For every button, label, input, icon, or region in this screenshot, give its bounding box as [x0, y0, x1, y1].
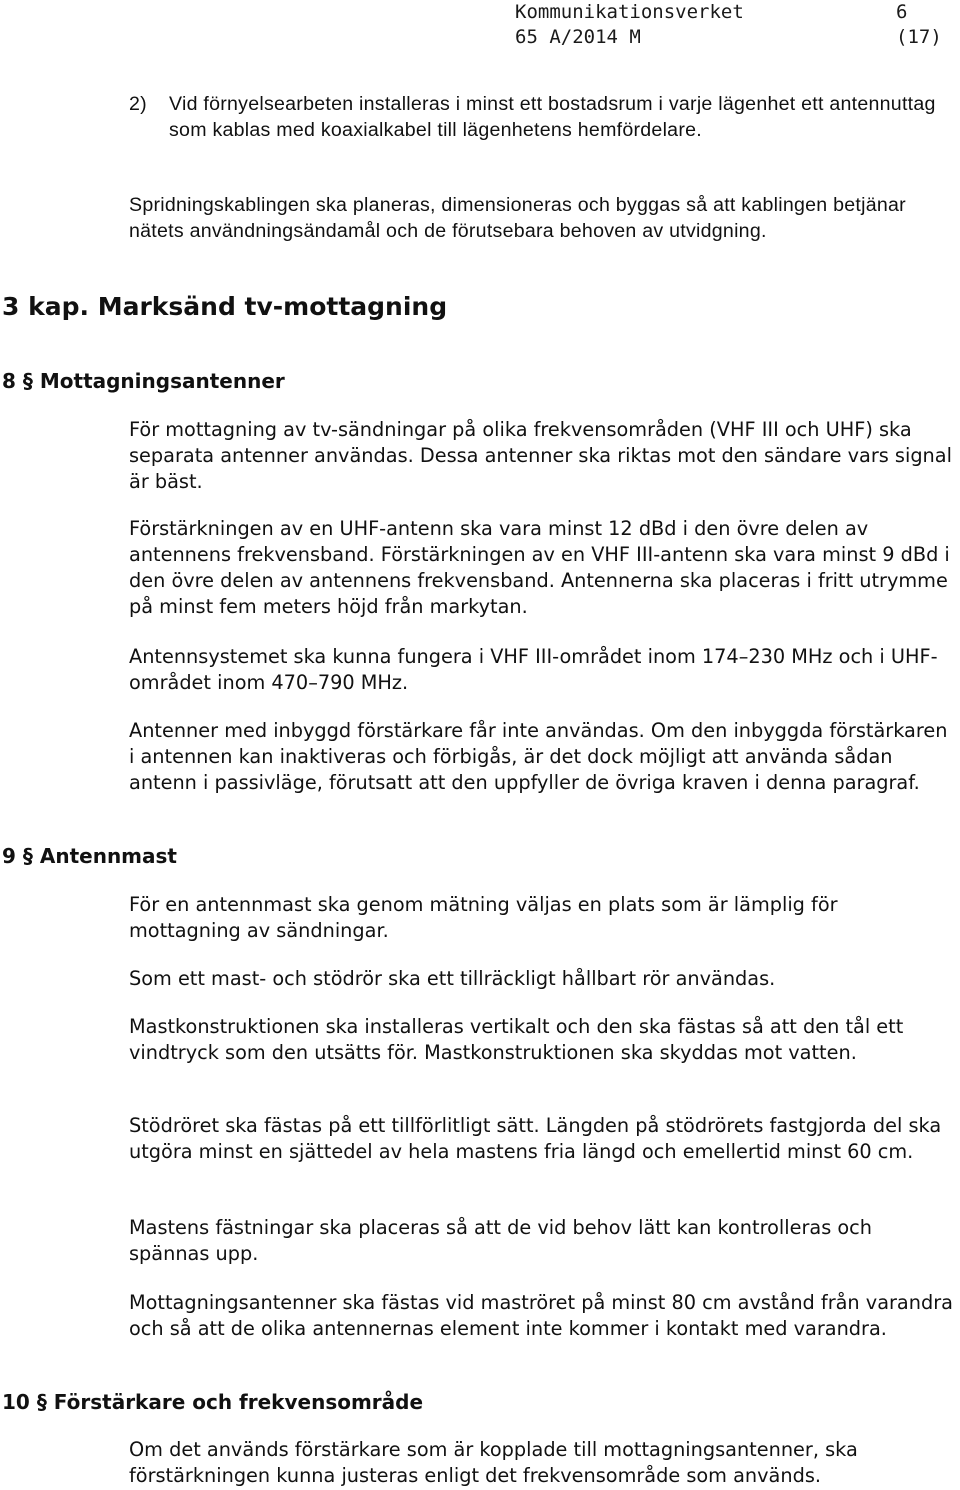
section-9-paragraph-4: Stödröret ska fästas på ett tillförlitligt sätt. Längden på stödrörets fastgjorda del ska utgöra minst en sjättedel av hela mastens fria längd och emellertid minst 60 cm. — [129, 1114, 942, 1163]
section-9-paragraph-5: Mastens fästningar ska placeras så att de vid behov lätt kan kontrolleras och spännas upp. — [129, 1216, 872, 1265]
chapter-title: 3 kap. Marksänd tv-mottagning — [2, 292, 448, 321]
list-item-number: 2) — [129, 93, 147, 115]
header-reference: 65 A/2014 M — [515, 26, 641, 48]
section-10-paragraph-1: Om det används förstärkare som är kopplade till mottagningsantenner, ska förstärkningen kunna justeras enligt det frekvensområde som används. — [129, 1438, 858, 1487]
section-number: 9 — [2, 844, 16, 868]
paragraph-symbol: § — [36, 1390, 47, 1414]
section-8-paragraph-3: Antennsystemet ska kunna fungera i VHF III-området inom 174–230 MHz och i UHF-området inom 470–790 MHz. — [129, 645, 938, 694]
section-heading-9 — [2, 843, 177, 869]
page-header — [515, 0, 942, 50]
list-item-2 — [129, 91, 954, 143]
section-9-paragraph-1: För en antennmast ska genom mätning väljas en plats som är lämplig för mottagning av sändningar. — [129, 893, 838, 942]
list-item-text: Vid förnyelsearbeten installeras i minst ett bostadsrum i varje lägenhet ett antennuttag som kablas med koaxialkabel till lägenhetens hemfördelare. — [169, 93, 936, 141]
section-number: 10 — [2, 1390, 30, 1414]
intro-paragraph: Spridningskablingen ska planeras, dimensioneras och byggas så att kablingen betjänar nätets användningsändamål och de förutsebara behoven av utvidgning. — [129, 194, 906, 242]
section-8-paragraph-1: För mottagning av tv-sändningar på olika frekvensområden (VHF III och UHF) ska separata antenner användas. Dessa antenner ska riktas mot den sändare vars signal är bäst. — [129, 418, 952, 493]
section-9-paragraph-6: Mottagningsantenner ska fästas vid maströret på minst 80 cm avstånd från varandra och så att de olika antennernas element inte kommer i kontakt med varandra. — [129, 1291, 953, 1340]
section-9-paragraph-3: Mastkonstruktionen ska installeras vertikalt och den ska fästas så att den tål ett vindtryck som den utsätts för. Mastkonstruktionen ska skyddas mot vatten. — [129, 1015, 904, 1064]
paragraph-symbol: § — [22, 844, 33, 868]
paragraph-symbol: § — [22, 369, 33, 393]
section-title: Antennmast — [39, 844, 177, 868]
section-9-paragraph-2: Som ett mast- och stödrör ska ett tillräckligt hållbart rör användas. — [129, 967, 776, 990]
section-number: 8 — [2, 369, 16, 393]
header-page-number: 6 (17) — [896, 1, 942, 48]
section-heading-8 — [2, 368, 285, 394]
header-org: Kommunikationsverket — [515, 1, 744, 23]
section-title: Mottagningsantenner — [39, 369, 285, 393]
section-heading-10 — [2, 1389, 423, 1415]
section-title: Förstärkare och frekvensområde — [53, 1390, 424, 1414]
section-8-paragraph-2: Förstärkningen av en UHF-antenn ska vara minst 12 dBd i den övre delen av antennens frekvensband. Förstärkningen av en VHF III-antenn ska vara minst 9 dBd i den övre delen av antennens frekvensband. Antennerna ska placeras i fritt utrymme på minst fem meters höjd från markytan. — [129, 517, 950, 618]
section-8-paragraph-4: Antenner med inbyggd förstärkare får inte användas. Om den inbyggda förstärkaren i antennen kan inaktiveras och förbigås, är det dock möjligt att använda sådan antenn i passivläge, förutsatt att den uppfyller de övriga kraven i denna paragraf. — [129, 719, 948, 794]
